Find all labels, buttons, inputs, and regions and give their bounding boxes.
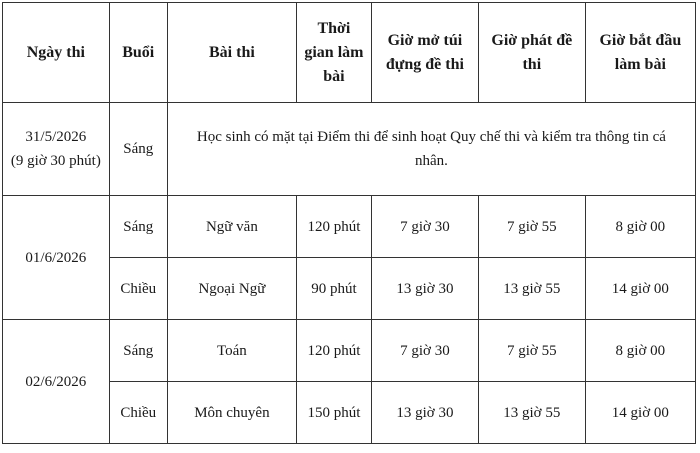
- open-time-cell: 7 giờ 30: [371, 196, 478, 258]
- duration-cell: 120 phút: [296, 320, 371, 382]
- header-start: Giờ bắt đầu làm bài: [585, 3, 695, 103]
- date-cell: [3, 103, 110, 196]
- orientation-note: Học sinh có mặt tại Điểm thi để sinh hoạt Quy chế thi và kiểm tra thông tin cá nhân.: [167, 103, 695, 196]
- session-cell: Chiều: [109, 258, 167, 320]
- session-cell: Sáng: [109, 103, 167, 196]
- distribute-time-cell: 13 giờ 55: [478, 258, 585, 320]
- date-cell: 01/6/2026: [3, 196, 110, 320]
- time-note: (9 giờ 30 phút): [10, 153, 101, 169]
- distribute-time-cell: 7 giờ 55: [478, 196, 585, 258]
- start-time-cell: 14 giờ 00: [585, 258, 695, 320]
- duration-cell: 90 phút: [296, 258, 371, 320]
- date-value: 31/5/2026: [25, 129, 87, 145]
- session-cell: Sáng: [109, 320, 167, 382]
- duration-cell: 150 phút: [296, 382, 371, 444]
- subject-cell: Môn chuyên: [167, 382, 296, 444]
- session-cell: Chiều: [109, 382, 167, 444]
- open-time-cell: 13 giờ 30: [371, 382, 478, 444]
- header-row: [3, 3, 696, 103]
- header-subject: Bài thi: [167, 3, 296, 103]
- header-open-envelope: Giờ mở túi đựng đề thi: [371, 3, 478, 103]
- header-distribute: Giờ phát đề thi: [478, 3, 585, 103]
- date-cell: 02/6/2026: [3, 320, 110, 444]
- duration-cell: 120 phút: [296, 196, 371, 258]
- session-cell: Sáng: [109, 196, 167, 258]
- start-time-cell: 8 giờ 00: [585, 320, 695, 382]
- header-session: Buổi: [109, 3, 167, 103]
- subject-cell: Ngữ văn: [167, 196, 296, 258]
- exam-schedule-table: [2, 2, 696, 444]
- subject-cell: Toán: [167, 320, 296, 382]
- distribute-time-cell: 7 giờ 55: [478, 320, 585, 382]
- header-date: Ngày thi: [3, 3, 110, 103]
- header-duration: Thời gian làm bài: [296, 3, 371, 103]
- start-time-cell: 14 giờ 00: [585, 382, 695, 444]
- distribute-time-cell: 13 giờ 55: [478, 382, 585, 444]
- table-row: [3, 103, 696, 196]
- page-bottom-margin: [0, 444, 700, 453]
- open-time-cell: 7 giờ 30: [371, 320, 478, 382]
- open-time-cell: 13 giờ 30: [371, 258, 478, 320]
- table-row: [3, 196, 696, 258]
- subject-cell: Ngoại Ngữ: [167, 258, 296, 320]
- start-time-cell: 8 giờ 00: [585, 196, 695, 258]
- table-row: [3, 320, 696, 382]
